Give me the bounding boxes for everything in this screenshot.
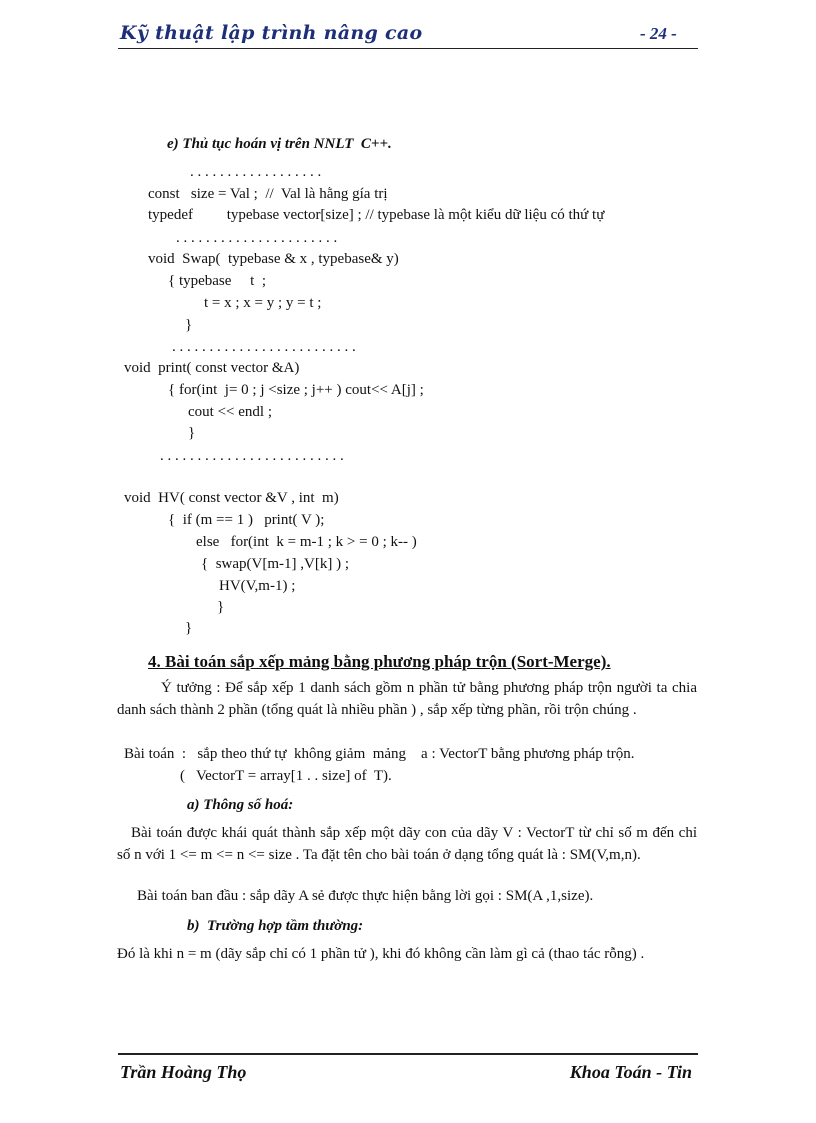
code-line: { for(int j= 0 ; j <size ; j++ ) cout<< A[j] ; — [168, 382, 424, 398]
code-line: typedef typebase vector[size] ; // typebase là một kiểu dữ liệu có thứ tự — [148, 207, 605, 223]
code-line: void HV( const vector &V , int m) — [124, 490, 339, 506]
problem-statement: Bài toán : sắp theo thứ tự không giảm mảng a : VectorT bằng phương pháp trộn. — [124, 746, 635, 762]
code-line: . . . . . . . . . . . . . . . . . . . . . . . . . — [160, 448, 344, 464]
code-line: . . . . . . . . . . . . . . . . . . — [190, 164, 322, 180]
code-line: } — [185, 317, 193, 333]
code-line: } — [217, 599, 225, 615]
code-line: . . . . . . . . . . . . . . . . . . . . . . . . . — [172, 339, 356, 355]
code-line: } — [188, 425, 196, 441]
header-title: Kỹ thuật lập trình nâng cao — [120, 22, 423, 44]
idea-paragraph: Ý tưởng : Để sắp xếp 1 danh sách gồm n phần tử bằng phương pháp trộn người ta chia danh sách thành 2 phần (tổng quát là nhiều phần ) , sắp xếp từng phần, rồi trộn chúng . — [117, 680, 697, 718]
code-line: HV(V,m-1) ; — [219, 578, 296, 594]
subsection-a-heading: a) Thông số hoá: — [187, 797, 294, 813]
code-line: else for(int k = m-1 ; k > = 0 ; k-- ) — [196, 534, 417, 550]
section-4-heading: 4. Bài toán sắp xếp mảng bằng phương pháp trộn (Sort-Merge). — [148, 652, 611, 671]
footer-divider — [118, 1053, 698, 1055]
code-line: t = x ; x = y ; y = t ; — [204, 295, 322, 311]
subsection-b-heading: b) Trường hợp tầm thường: — [187, 918, 364, 934]
header-divider — [118, 48, 698, 49]
trivial-case-paragraph: Đó là khi n = m (dãy sắp chỉ có 1 phần tử ), khi đó không cần làm gì cả (thao tác rỗng) . — [117, 946, 645, 962]
code-line: void print( const vector &A) — [124, 360, 300, 376]
subsection-e-heading: e) Thủ tục hoán vị trên NNLT C++. — [167, 136, 392, 152]
initial-call-line: Bài toán ban đầu : sắp dãy A sẻ được thực hiện bằng lời gọi : SM(A ,1,size). — [137, 888, 594, 904]
footer-department: Khoa Toán - Tin — [569, 1062, 692, 1082]
code-line: void Swap( typebase & x , typebase& y) — [148, 251, 399, 267]
code-line: } — [185, 620, 193, 636]
code-line: { if (m == 1 ) print( V ); — [168, 512, 325, 528]
parameterization-paragraph: Bài toán được khái quát thành sắp xếp một dãy con của dãy V : VectorT từ chỉ số m đến chỉ số n với 1 <= m <= n <= size . Ta đặt tên cho bài toán ở dạng tổng quát là : SM(V,m,n). — [117, 825, 697, 863]
footer-author: Trần Hoàng Thọ — [120, 1062, 247, 1082]
code-line: { typebase t ; — [168, 273, 267, 289]
page-number: - 24 - — [640, 24, 677, 43]
code-line: const size = Val ; // Val là hằng gía trị — [148, 186, 388, 202]
code-line: { swap(V[m-1] ,V[k] ) ; — [201, 556, 349, 572]
code-line: cout << endl ; — [188, 404, 272, 420]
problem-definition: ( VectorT = array[1 . . size] of T). — [180, 768, 392, 784]
code-line: . . . . . . . . . . . . . . . . . . . . . . — [176, 230, 338, 246]
